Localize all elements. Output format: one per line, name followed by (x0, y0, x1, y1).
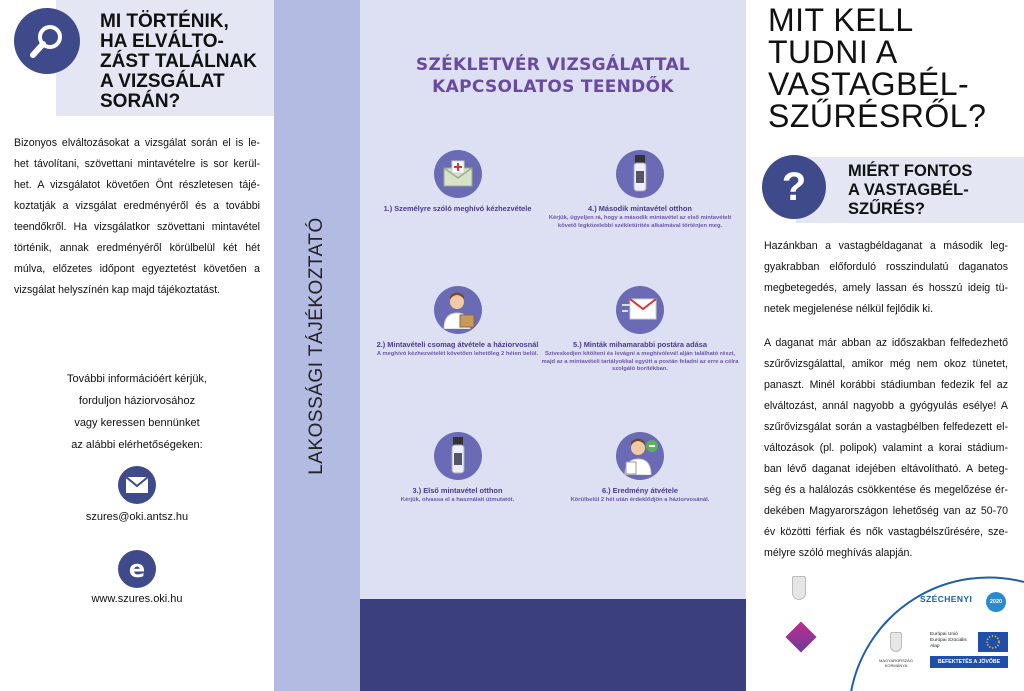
question-mark-icon: ? (762, 155, 826, 219)
logo-arc (846, 562, 1024, 691)
eu-flag-icon (978, 632, 1008, 652)
step-4-title: 4.) Második mintavétel otthon (588, 204, 692, 213)
left-body-text: Bizonyos elváltozásokat a vizsgálat során el is le-het távolítani, szövettani mintavételre is sor kerül-het. A vizsgálatot követően Önt részletesen tájé-koztatják a vizsgálat eredményéről és a további teendőkről. Ha vizsgálatkor szövettani mintavétel történik, annak eredményéről körülbelül két hét múlva, előzetes időpont egyeztetést követően a vizsgálat helyszínén kap majd tájékoztatást. (14, 137, 260, 296)
middle-panel (360, 0, 746, 691)
step-6 (540, 432, 740, 505)
side-strip (274, 0, 360, 691)
government-label: MAGYARORSZÁG KORMÁNYA (879, 658, 913, 668)
step-3-desc: Kérjük, olvassa el a használati útmutatót. (400, 497, 515, 503)
step-5 (540, 286, 740, 374)
website-link[interactable]: www.szures.oki.hu (91, 593, 183, 605)
browser-e-icon: e (118, 550, 156, 588)
mail-send-icon (616, 286, 664, 334)
doctor-package-icon (434, 286, 482, 334)
doctor-result-icon (616, 432, 664, 480)
middle-title: SZÉKLETVÉR VIZSGÁLATTAL KAPCSOLATOS TEENDŐK (415, 55, 691, 97)
left-panel (0, 0, 274, 691)
left-heading: MI TÖRTÉNIK, HA ELVÁLTO- ZÁST TALÁLNAK A VIZSGÁLAT SORÁN? (100, 11, 257, 112)
middle-footer-band (360, 599, 746, 691)
eu-text: Európai Unió Európai Szociális Alap (930, 632, 967, 649)
contact-intro: További információért kérjük, forduljon háziorvosához vagy keressen bennünket az alábbi elérhetőségeken: (66, 373, 207, 451)
step-6-desc: Körülbelül 2 hét után érdeklődjön a háziorvosánál. (570, 497, 710, 503)
right-paragraph-2: A daganat már abban az időszakban felfedezhető szűrővizsgálattal, amikor még nem okoz tünetet, panaszt. Minél korábbi stádiumban fedezik fel az elváltozást, annál nagyobb a gyógyulás esélye! A szűrővizsgálat során a vastagbélben felfedezett el-változások (pl. polipok) valamint a korai stádium-ban lévő daganat idejében eltávolítható. A beteg-ség és a halálozás csökkentése és megelőzése ér-dekében Magyarországon lehetőség van az 50-70 év közötti férfiak és nők vastagbélszűrésére, sze-mélyre szóló meghívás alapján. (764, 337, 1008, 559)
sample-tube-icon (434, 432, 482, 480)
slogan-bar: BEFEKTETÉS A JÖVŐBE (930, 656, 1008, 668)
magnifier-icon (14, 8, 80, 74)
email-link[interactable]: szures@oki.antsz.hu (85, 511, 189, 523)
step-1 (370, 150, 545, 213)
envelope-cross-icon (434, 150, 482, 198)
step-2 (370, 286, 545, 359)
main-title: MIT KELL TUDNI A VASTAGBÉL- SZŰRÉSRŐL? (768, 2, 987, 134)
gov-coat-of-arms-icon (890, 632, 902, 652)
strip-label: LAKOSSÁGI TÁJÉKOZTATÓ (306, 216, 327, 475)
step-2-desc: A meghívó kézhezvételét követően lehetőleg 2 héten belül. (376, 351, 539, 357)
step-3-title: 3.) Első mintavétel otthon (412, 486, 503, 495)
step-5-desc: Szíveskedjen kitölteni és levágni a meghívólevél alján található részt, majd az a mintavételi tartályokkal együtt a postán feladni az erre a célra szolgáló borítékban. (541, 351, 739, 372)
envelope-icon (118, 466, 156, 504)
step-4-desc: Kérjük, ügyeljen rá, hogy a második mintavétel az első mintavételt követő legközelebbi székletürítés alkalmával történjen meg. (548, 215, 732, 229)
right-heading: MIÉRT FONTOS A VASTAGBÉL- SZŰRÉS? (848, 162, 973, 218)
step-5-title: 5.) Minták mihamarabbi postára adása (573, 340, 707, 349)
right-panel (746, 0, 1024, 691)
right-paragraph-1: Hazánkban a vastagbéldaganat a második leg-gyakrabban előforduló rosszindulatú daganatos megbetegedés, amely lassan és hosszú ideig tü-netek megjelenése nélkül fejlődik ki. (764, 240, 1008, 315)
step-4 (540, 150, 740, 230)
sample-tube-icon (616, 150, 664, 198)
purple-diamond-logo (785, 621, 816, 652)
szechenyi-2020-badge: 2020 (986, 592, 1006, 612)
step-3 (370, 432, 545, 505)
step-2-title: 2.) Mintavételi csomag átvétele a háziorvosnál (376, 340, 539, 349)
szechenyi-logo: SZÉCHENYI (920, 594, 973, 604)
hungarian-coat-of-arms-icon (792, 576, 806, 600)
step-1-title: 1.) Személyre szóló meghívó kézhezvétele (383, 204, 532, 213)
step-6-title: 6.) Eredmény átvétele (602, 486, 678, 495)
